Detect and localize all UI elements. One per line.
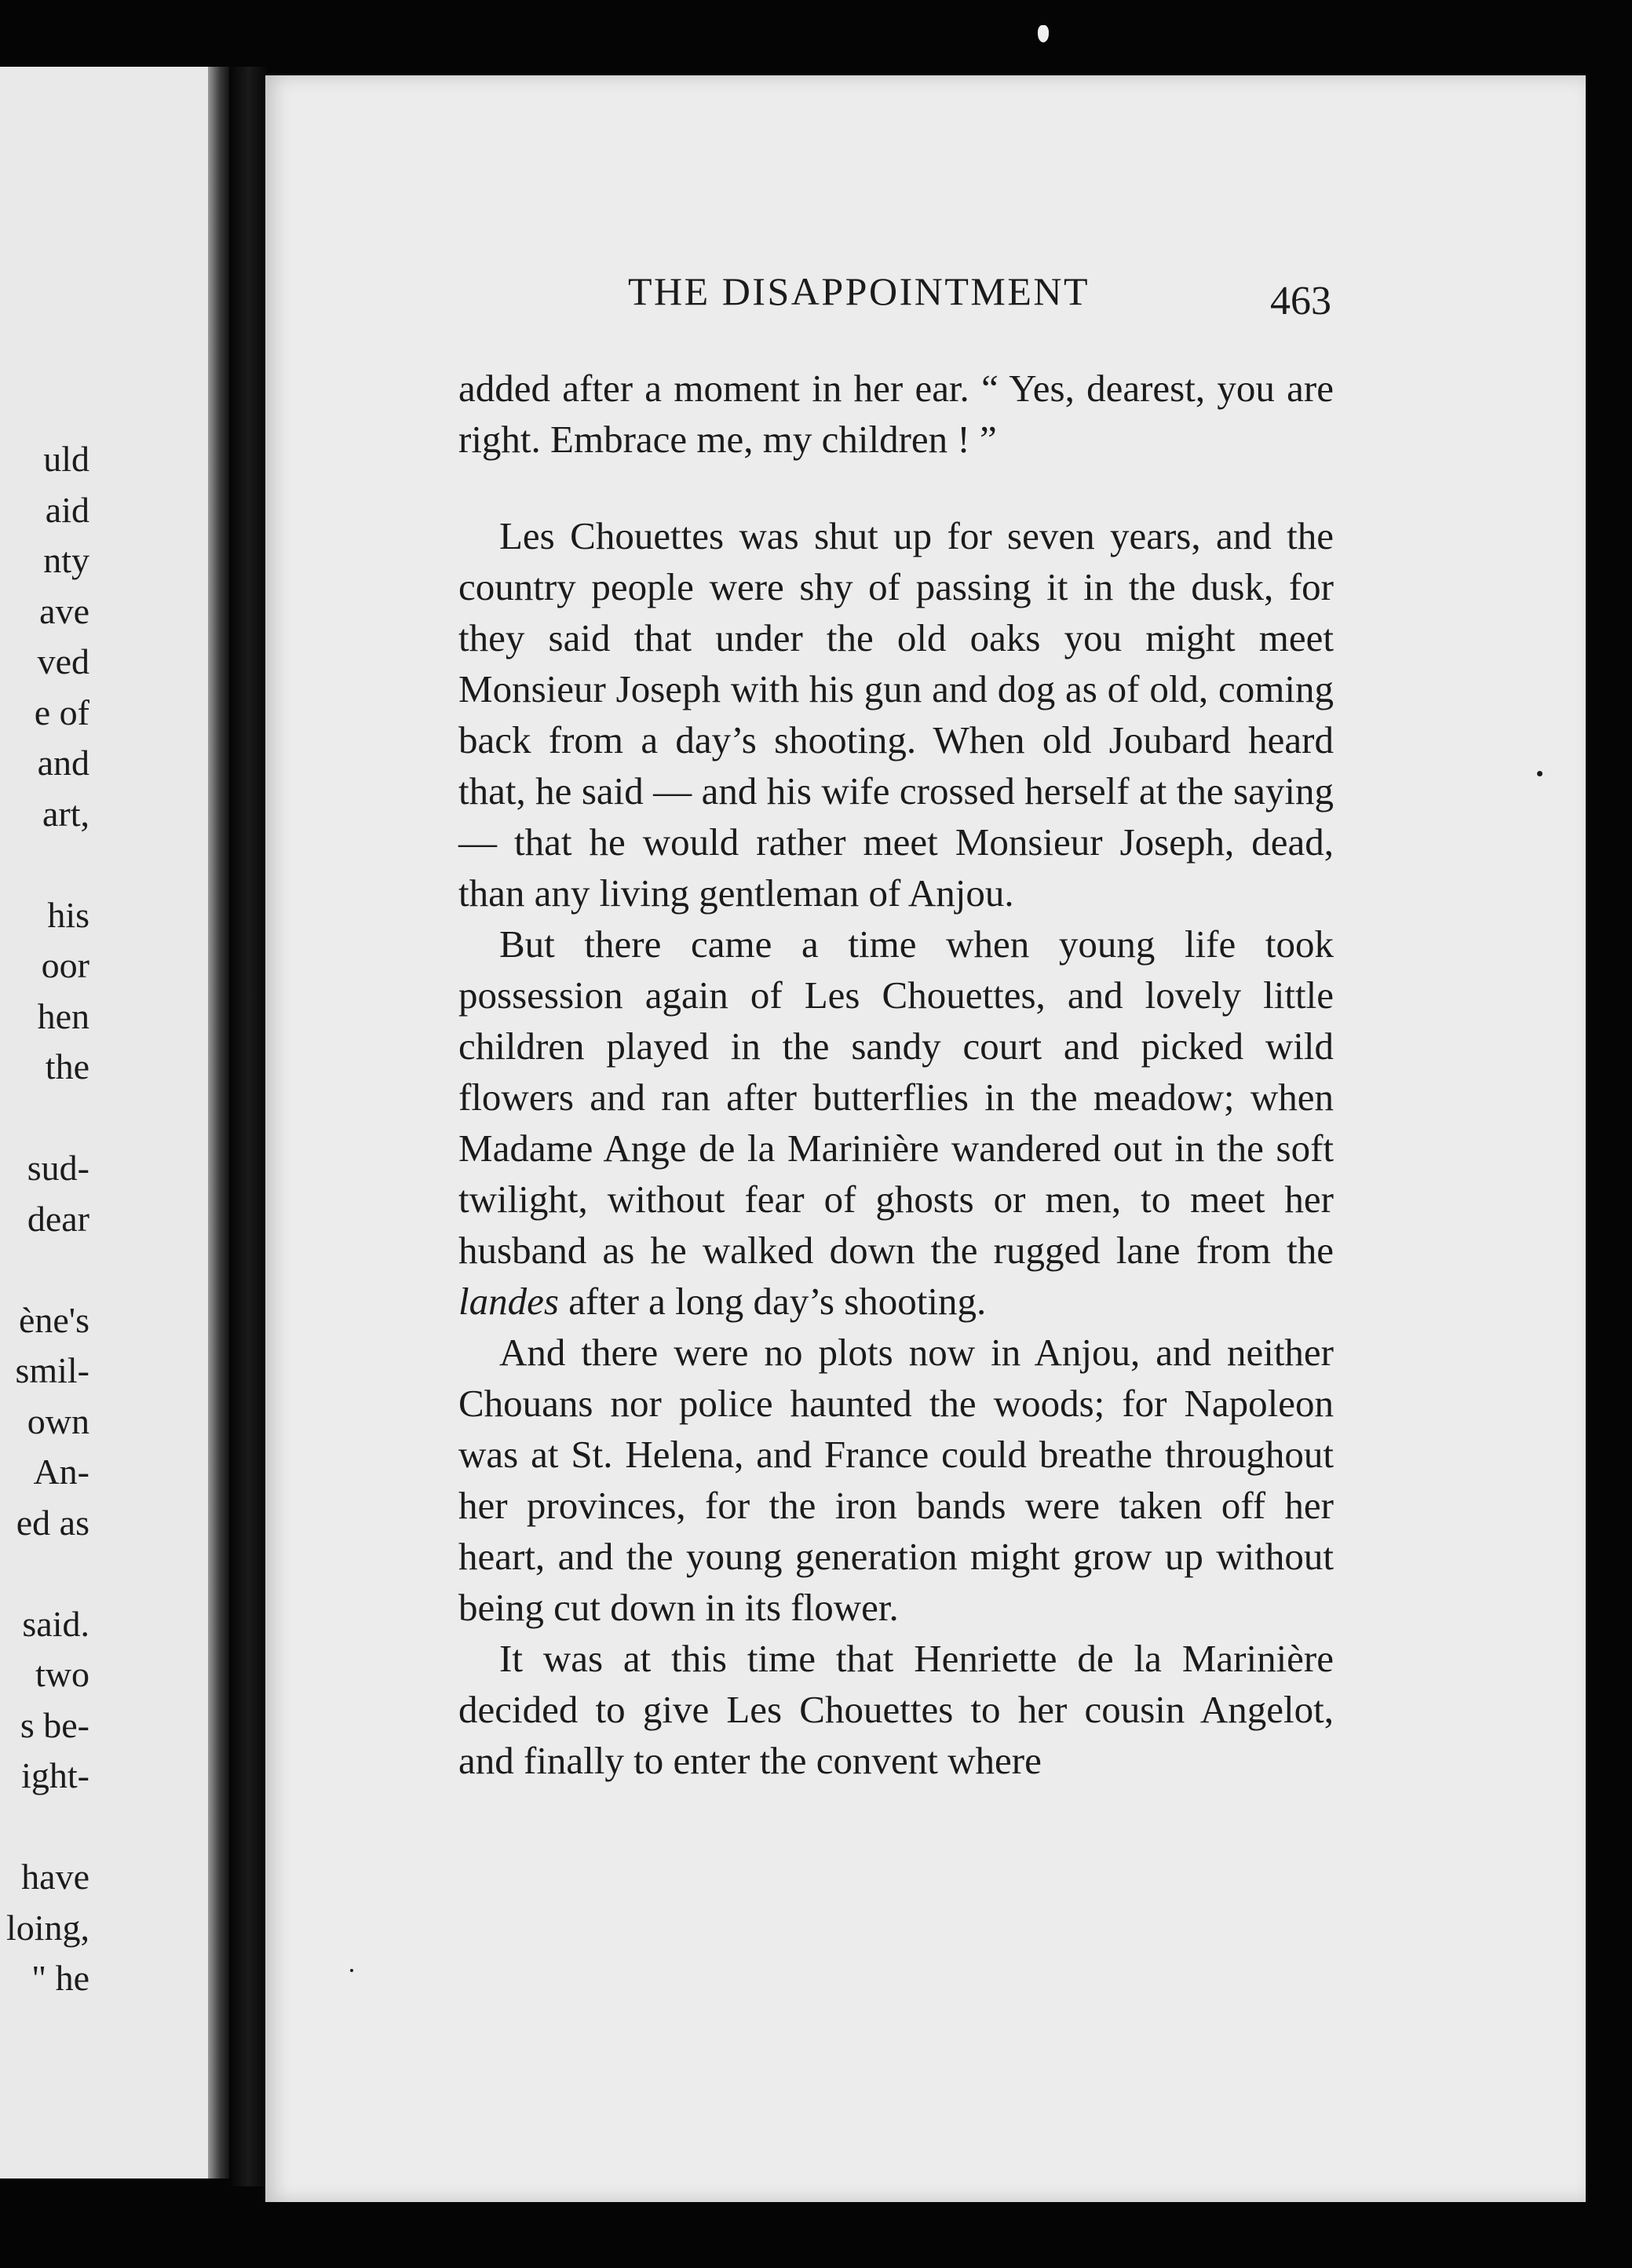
right-page xyxy=(265,75,1586,2202)
paragraph-1: added after a moment in her ear. “ Yes, dearest, you are right. Embrace me, my children ! ” xyxy=(458,367,1334,461)
left-page-line: ave xyxy=(39,590,89,631)
left-page-line xyxy=(0,839,89,890)
running-head xyxy=(265,268,1586,339)
left-page-line: smil- xyxy=(15,1350,89,1390)
paragraph-3-text: But there came a time when young life took possession again of Les Chouettes, and lovely little children played in the sandy court and picked wild flowers and ran after butterflies in the meadow; when Madame Ange de la Marinière wandered out in the soft twilight, without fear of ghosts or men, to meet her husband as he walked down the rugged lane from the xyxy=(458,922,1334,1272)
left-page-line: have xyxy=(21,1857,89,1897)
left-page-line: said. xyxy=(22,1603,89,1644)
left-page-line: ed as xyxy=(16,1502,89,1543)
left-page-line xyxy=(0,1244,89,1295)
running-title: THE DISAPPOINTMENT xyxy=(628,269,1090,313)
paragraph-3 xyxy=(458,919,1334,1327)
paragraph-3-italic: landes xyxy=(458,1280,559,1323)
left-page-line: hen xyxy=(37,995,89,1036)
left-page-gutter-shadow xyxy=(208,67,230,2179)
paragraph-4: And there were no plots now in Anjou, and neither Chouans nor police haunted the woods; for Napoleon was at St. Helena, and France could breathe throughout her provinces, for the iron bands were taken off her heart, and the young generation might grow up without being cut down in its flower. xyxy=(458,1331,1334,1629)
left-page-line: and xyxy=(37,743,89,783)
left-page-line: ight- xyxy=(21,1755,89,1795)
left-page-line: nty xyxy=(43,540,89,580)
scan-mark xyxy=(1038,25,1049,42)
left-page-line: two xyxy=(35,1654,89,1694)
left-page-line: own xyxy=(27,1401,89,1441)
left-page-line: oor xyxy=(41,945,89,985)
left-page-line: sud- xyxy=(27,1148,89,1188)
left-page-line: his xyxy=(47,894,89,935)
left-page-line: ène's xyxy=(18,1299,89,1340)
left-page-line xyxy=(0,1802,89,1853)
left-page-line xyxy=(0,1548,89,1599)
scan-speck xyxy=(350,1969,353,1972)
book-binding xyxy=(229,67,268,2186)
left-facing-page xyxy=(0,67,229,2179)
body-text xyxy=(458,363,1334,1786)
left-page-line: An- xyxy=(33,1452,89,1492)
scan-speck xyxy=(1537,771,1543,776)
left-page-text xyxy=(0,434,89,2004)
paragraph-5: It was at this time that Henriette de la Marinière decided to give Les Chouettes to her cousin Angelot, and finally to enter the convent where xyxy=(458,1637,1334,1782)
left-page-line: " he xyxy=(31,1958,89,1998)
left-page-line: the xyxy=(45,1046,89,1087)
left-page-line: dear xyxy=(27,1198,89,1239)
left-page-line xyxy=(0,1093,89,1144)
paragraph-2: Les Chouettes was shut up for seven years, and the country people were shy of passing it in the dusk, for they said that under the old oaks you might meet Monsieur Joseph with his gun and dog as of old, coming back from a day’s shooting. When old Joubard heard that, he said — and his wife crossed herself at the saying — that he would rather meet Monsieur Joseph, dead, than any living gentleman of Anjou. xyxy=(458,514,1334,915)
left-page-line: e of xyxy=(34,692,89,732)
left-page-line: s be- xyxy=(20,1704,89,1745)
left-page-line: ved xyxy=(37,641,89,681)
left-page-line: aid xyxy=(45,489,89,530)
page-number: 463 xyxy=(1270,279,1331,323)
left-page-line: art, xyxy=(42,793,89,834)
paragraph-3-tail: after a long day’s shooting. xyxy=(568,1280,987,1323)
left-page-line: uld xyxy=(43,439,89,479)
left-page-line: loing, xyxy=(5,1907,89,1948)
